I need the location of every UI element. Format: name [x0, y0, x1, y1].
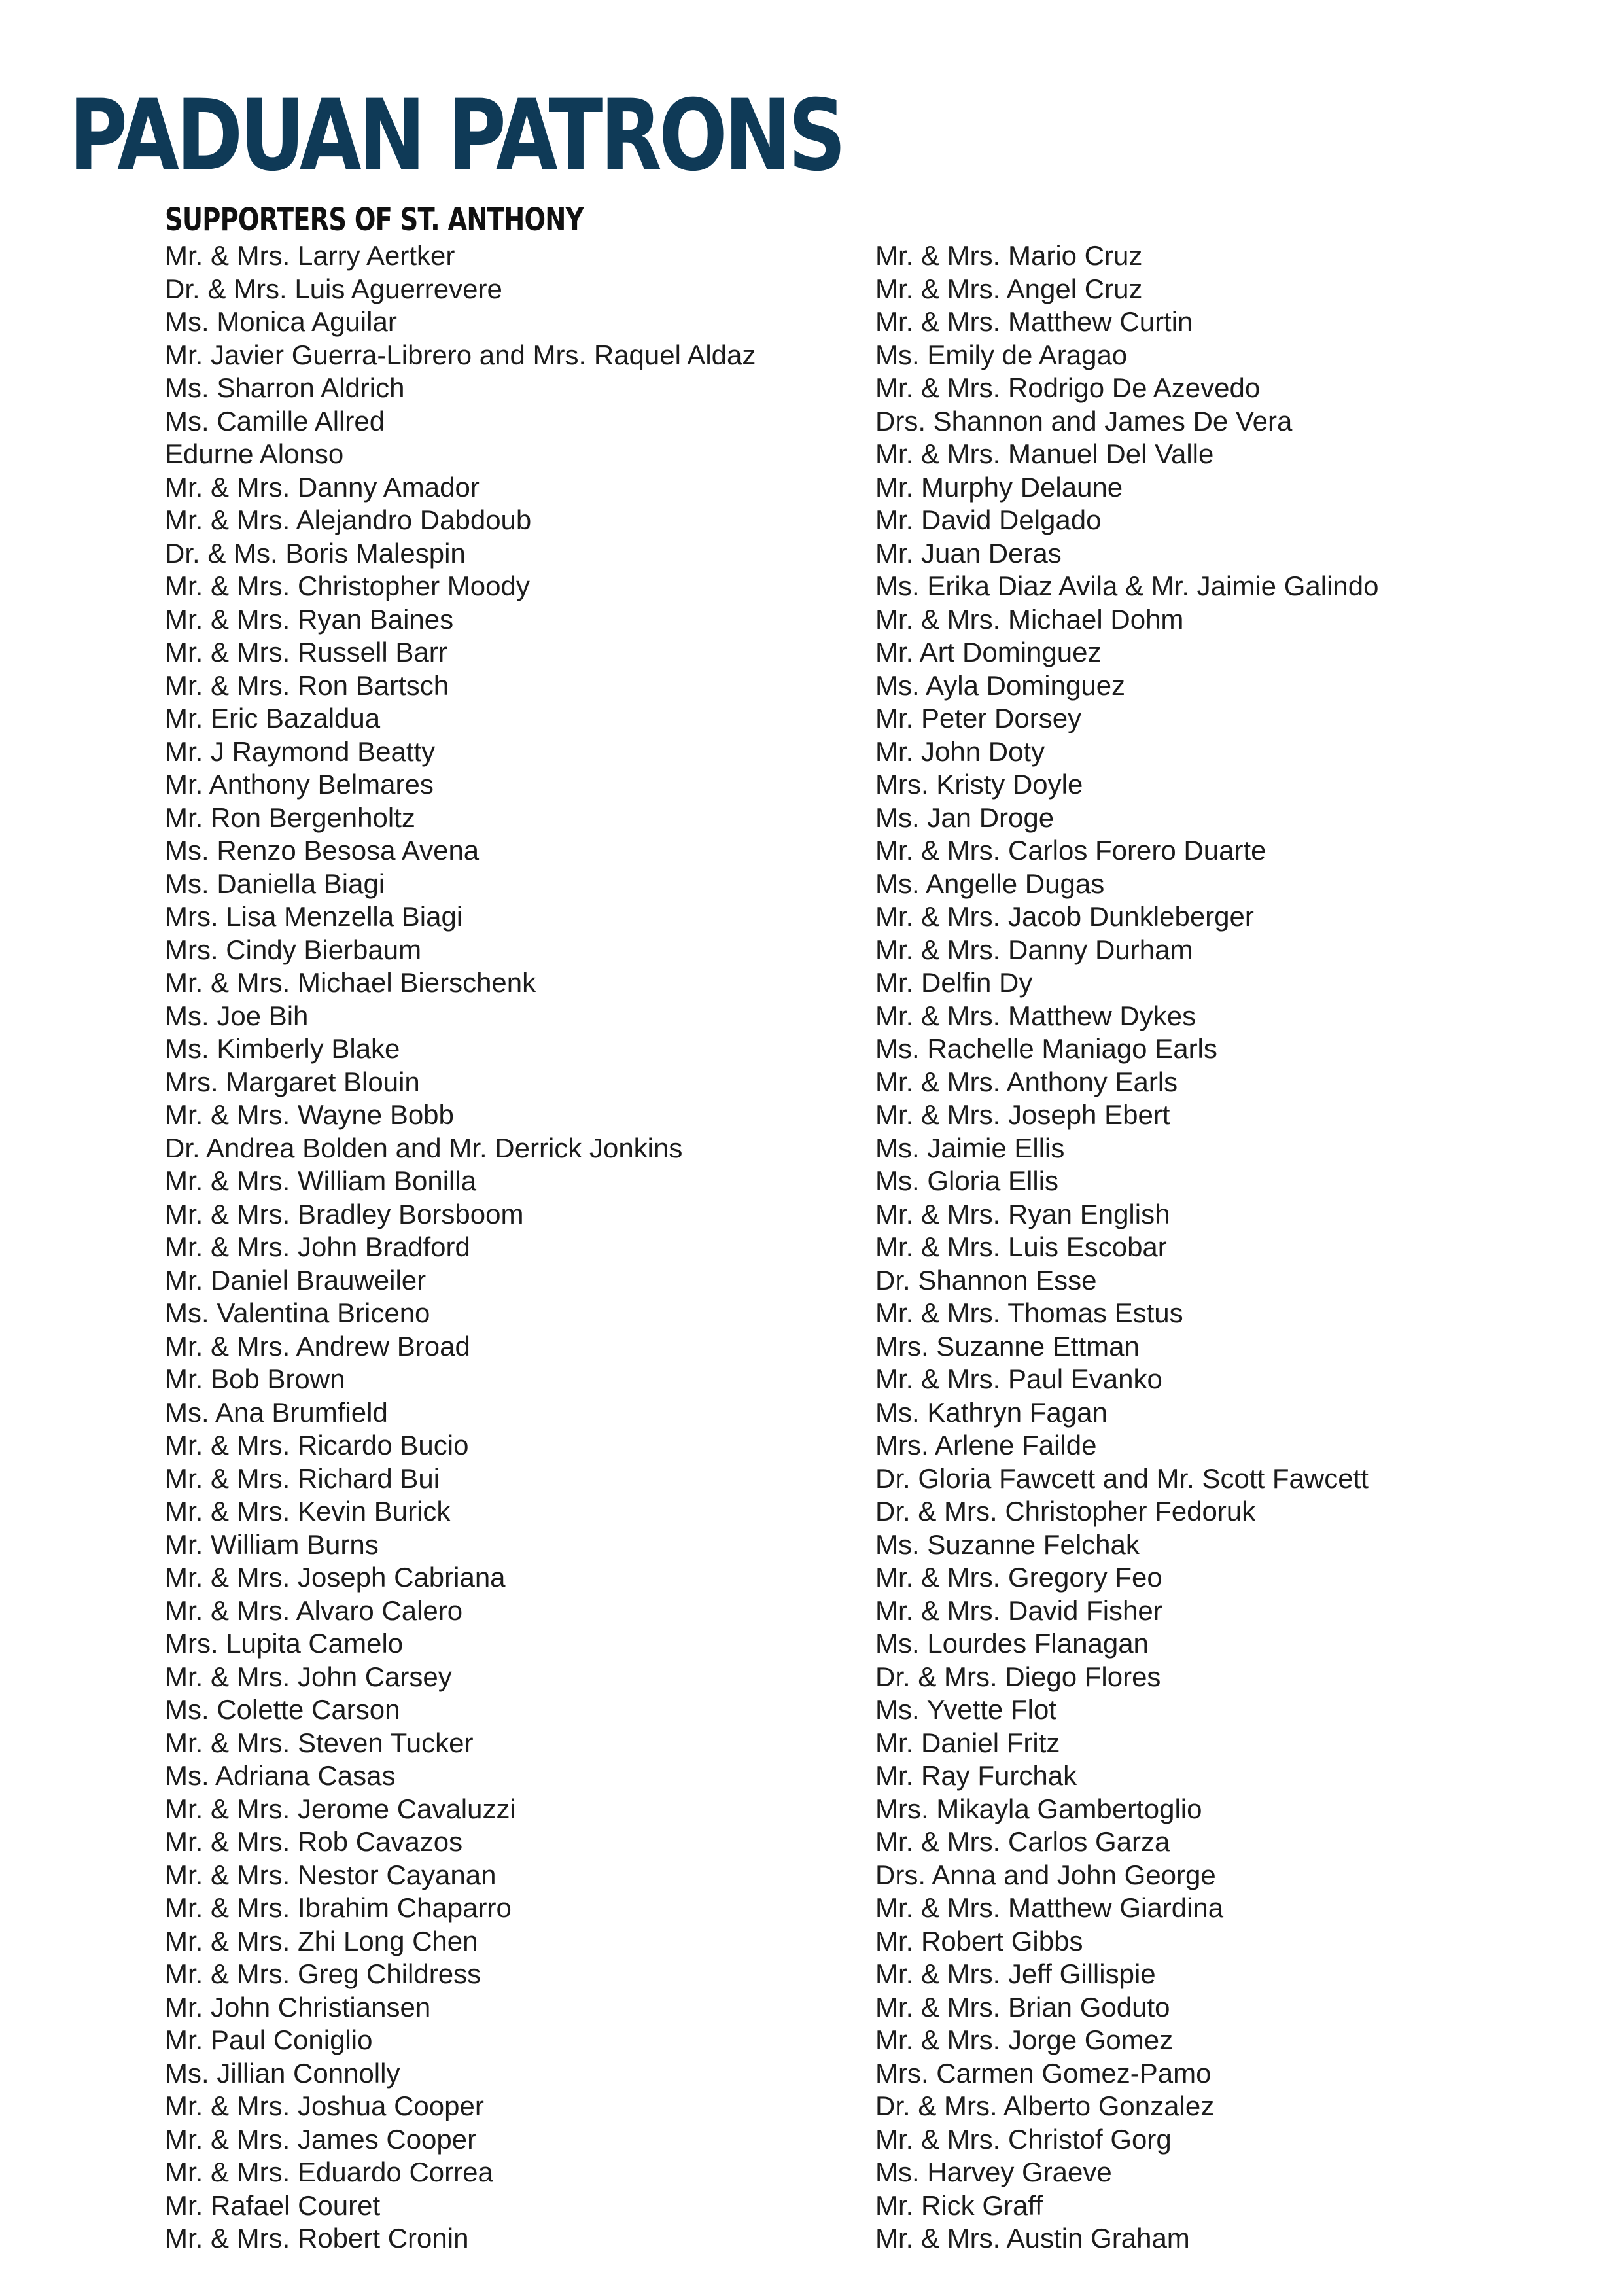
patron-name: Mr. & Mrs. Ryan Baines [165, 603, 454, 635]
patron-name: Mr. & Mrs. Matthew Curtin [875, 306, 1193, 337]
patron-name: Mr. & Mrs. Robert Cronin [165, 2223, 469, 2253]
patron-name: Mr. & Mrs. Mario Cruz [875, 240, 1143, 271]
patron-name: Mr. & Mrs. Austin Graham [875, 2223, 1190, 2253]
patron-name: Mr. & Mrs. John Carsey [165, 1661, 452, 1692]
patron-name: Dr. & Mrs. Alberto Gonzalez [875, 2091, 1215, 2121]
patron-name: Mr. Paul Coniglio [165, 2024, 373, 2055]
patron-name: Dr. & Ms. Boris Malespin [165, 537, 466, 569]
patron-name: Mrs. Lupita Camelo [165, 1628, 404, 1659]
patron-name: Ms. Kimberly Blake [165, 1033, 400, 1064]
patron-name: Mr. & Mrs. Ibrahim Chaparro [165, 1892, 512, 1923]
patron-name: Mr. & Mrs. Larry Aertker [165, 240, 455, 271]
patron-name: Mr. John Christiansen [165, 1991, 431, 2022]
patron-name: Mrs. Margaret Blouin [165, 1066, 420, 1097]
patron-name: Mr. Delfin Dy [875, 967, 1033, 998]
patron-name: Mrs. Arlene Failde [875, 1430, 1097, 1460]
patron-name: Mr. Peter Dorsey [875, 703, 1082, 733]
patron-name: Mr. & Mrs. Wayne Bobb [165, 1099, 454, 1130]
patron-name: Edurne Alonso [165, 438, 344, 469]
patron-name: Mr. & Mrs. Rodrigo De Azevedo [875, 372, 1261, 403]
patron-name: Mr. & Mrs. Matthew Giardina [875, 1892, 1224, 1923]
patron-name: Mr. & Mrs. Carlos Forero Duarte [875, 835, 1266, 866]
patron-name: Ms. Renzo Besosa Avena [165, 835, 480, 866]
patron-name: Ms. Gloria Ellis [875, 1165, 1059, 1196]
patron-name: Mr. John Doty [875, 735, 1045, 767]
patron-name: Mr. & Mrs. Andrew Broad [165, 1330, 470, 1362]
patron-name: Mr. & Mrs. Anthony Earls [875, 1066, 1178, 1097]
patron-name: Ms. Jillian Connolly [165, 2057, 400, 2089]
patron-name: Mr. & Mrs. Michael Dohm [875, 603, 1184, 635]
patron-name: Ms. Rachelle Maniago Earls [875, 1033, 1217, 1064]
patron-name: Mr. & Mrs. Jeff Gillispie [875, 1958, 1156, 1989]
patron-name: Drs. Shannon and James De Vera [875, 405, 1293, 436]
patron-name: Mr. & Mrs. Luis Escobar [875, 1231, 1167, 1262]
patron-name: Mr. & Mrs. Eduardo Correa [165, 2157, 493, 2187]
section-heading: SUPPORTERS OF ST. ANTHONY [165, 202, 584, 238]
patron-name: Drs. Anna and John George [875, 1859, 1216, 1890]
patron-name: Mr. Ron Bergenholtz [165, 802, 415, 833]
patron-name: Mr. & Mrs. Carlos Garza [875, 1826, 1170, 1857]
patron-name: Mrs. Mikayla Gambertoglio [875, 1793, 1202, 1824]
patron-name: Mr. Eric Bazaldua [165, 703, 381, 733]
patron-name: Mr. & Mrs. Russell Barr [165, 637, 447, 667]
patron-name: Mr. Rick Graff [875, 2189, 1043, 2221]
patron-name: Mr. Bob Brown [165, 1364, 345, 1394]
patron-name: Mr. & Mrs. Matthew Dykes [875, 1000, 1196, 1031]
patron-name: Mr. & Mrs. Bradley Borsboom [165, 1198, 524, 1229]
patron-name: Mr. & Mrs. Kevin Burick [165, 1496, 451, 1527]
patron-name: Mr. Juan Deras [875, 537, 1062, 569]
patron-name: Ms. Monica Aguilar [165, 306, 397, 337]
patron-list-left-column [165, 239, 756, 2255]
patron-name: Mr. David Delgado [875, 504, 1102, 535]
patron-name: Ms. Angelle Dugas [875, 868, 1105, 899]
patron-name: Ms. Kathryn Fagan [875, 1396, 1108, 1428]
patron-name: Ms. Ana Brumfield [165, 1396, 388, 1428]
patron-name: Dr. & Mrs. Diego Flores [875, 1661, 1161, 1692]
patron-name: Mrs. Cindy Bierbaum [165, 934, 422, 965]
patron-name: Mr. & Mrs. Gregory Feo [875, 1562, 1162, 1593]
patron-name: Mr. & Mrs. Alvaro Calero [165, 1595, 463, 1626]
patron-name: Mr. & Mrs. Christopher Moody [165, 571, 530, 601]
patron-name: Mr. Daniel Fritz [875, 1727, 1060, 1758]
patron-name: Mr. J Raymond Beatty [165, 735, 436, 767]
patron-name: Dr. Gloria Fawcett and Mr. Scott Fawcett [875, 1462, 1369, 1494]
patron-name: Dr. & Mrs. Luis Aguerrevere [165, 273, 502, 304]
patron-name: Ms. Lourdes Flanagan [875, 1628, 1149, 1659]
patron-name: Mr. Javier Guerra-Librero and Mrs. Raquel Aldaz [165, 339, 756, 370]
patron-name: Ms. Emily de Aragao [875, 339, 1128, 370]
patron-name: Mr. & Mrs. William Bonilla [165, 1165, 477, 1196]
patron-name: Mr. & Mrs. Angel Cruz [875, 273, 1143, 304]
patron-name: Mr. & Mrs. Joshua Cooper [165, 2091, 484, 2121]
patron-name: Dr. Shannon Esse [875, 1264, 1097, 1296]
patron-name: Ms. Yvette Flot [875, 1694, 1056, 1725]
patron-name: Ms. Erika Diaz Avila & Mr. Jaimie Galindo [875, 571, 1379, 601]
patron-name: Mr. & Mrs. Jacob Dunkleberger [875, 901, 1254, 932]
patron-name: Mr. & Mrs. Zhi Long Chen [165, 1925, 478, 1956]
patron-name: Ms. Colette Carson [165, 1694, 400, 1725]
patron-name: Ms. Ayla Dominguez [875, 669, 1126, 701]
patron-name: Mrs. Kristy Doyle [875, 769, 1083, 800]
patron-name: Mr. Anthony Belmares [165, 769, 434, 800]
patron-name: Mr. & Mrs. Jerome Cavaluzzi [165, 1793, 516, 1824]
patron-name: Mr. & Mrs. Steven Tucker [165, 1727, 474, 1758]
patron-name: Mr. & Mrs. Brian Goduto [875, 1991, 1170, 2022]
patron-name: Mr. & Mrs. Thomas Estus [875, 1298, 1183, 1328]
patron-name: Ms. Suzanne Felchak [875, 1528, 1140, 1560]
patron-name: Ms. Jan Droge [875, 802, 1055, 833]
patron-name: Mr. & Mrs. Richard Bui [165, 1462, 440, 1494]
patron-name: Mr. & Mrs. Greg Childress [165, 1958, 481, 1989]
patron-name: Mr. & Mrs. Jorge Gomez [875, 2024, 1174, 2055]
patron-name: Mr. & Mrs. James Cooper [165, 2123, 477, 2155]
patron-name: Ms. Joe Bih [165, 1000, 309, 1031]
patron-name: Mr. & Mrs. John Bradford [165, 1231, 470, 1262]
patron-name: Mr. & Mrs. Nestor Cayanan [165, 1859, 497, 1890]
patron-name: Mr. Daniel Brauweiler [165, 1264, 427, 1296]
patron-name: Mr. & Mrs. Ron Bartsch [165, 669, 449, 701]
patron-name: Ms. Daniella Biagi [165, 868, 385, 899]
patron-name: Mr. & Mrs. Alejandro Dabdoub [165, 504, 532, 535]
patron-name: Mr. & Mrs. Danny Amador [165, 471, 480, 503]
patron-name: Dr. & Mrs. Christopher Fedoruk [875, 1496, 1256, 1527]
patron-name: Mr. & Mrs. Paul Evanko [875, 1364, 1162, 1394]
patron-name: Mr. & Mrs. Danny Durham [875, 934, 1193, 965]
patron-name: Mrs. Lisa Menzella Biagi [165, 901, 463, 932]
patron-name: Mr. Art Dominguez [875, 637, 1102, 667]
patron-name: Mr. & Mrs. Ryan English [875, 1198, 1170, 1229]
patron-name: Ms. Valentina Briceno [165, 1298, 430, 1328]
patron-name: Mr. Murphy Delaune [875, 471, 1123, 503]
patron-name: Mr. & Mrs. Michael Bierschenk [165, 967, 536, 998]
patron-name: Mr. & Mrs. Ricardo Bucio [165, 1430, 469, 1460]
patron-name: Ms. Adriana Casas [165, 1760, 396, 1791]
patron-name: Mr. Ray Furchak [875, 1760, 1077, 1791]
patron-list-right-column [875, 239, 1378, 2255]
patron-name: Mrs. Carmen Gomez-Pamo [875, 2057, 1212, 2089]
patron-name: Ms. Sharron Aldrich [165, 372, 405, 403]
patron-name: Mr. Rafael Couret [165, 2189, 381, 2221]
patron-name: Mr. & Mrs. Joseph Ebert [875, 1099, 1170, 1130]
patron-name: Ms. Jaimie Ellis [875, 1132, 1065, 1163]
patron-name: Mr. & Mrs. David Fisher [875, 1595, 1162, 1626]
patron-name: Ms. Camille Allred [165, 405, 385, 436]
patron-name: Mr. & Mrs. Rob Cavazos [165, 1826, 463, 1857]
patron-name: Mr. & Mrs. Christof Gorg [875, 2123, 1172, 2155]
patron-name: Ms. Harvey Graeve [875, 2157, 1112, 2187]
page-title: PADUAN PATRONS [69, 79, 843, 193]
patron-name: Mrs. Suzanne Ettman [875, 1330, 1140, 1362]
patron-name: Mr. & Mrs. Manuel Del Valle [875, 438, 1214, 469]
patron-name: Mr. Robert Gibbs [875, 1925, 1083, 1956]
patron-name: Dr. Andrea Bolden and Mr. Derrick Jonkins [165, 1132, 683, 1163]
patron-name: Mr. William Burns [165, 1528, 379, 1560]
patron-name: Mr. & Mrs. Joseph Cabriana [165, 1562, 506, 1593]
